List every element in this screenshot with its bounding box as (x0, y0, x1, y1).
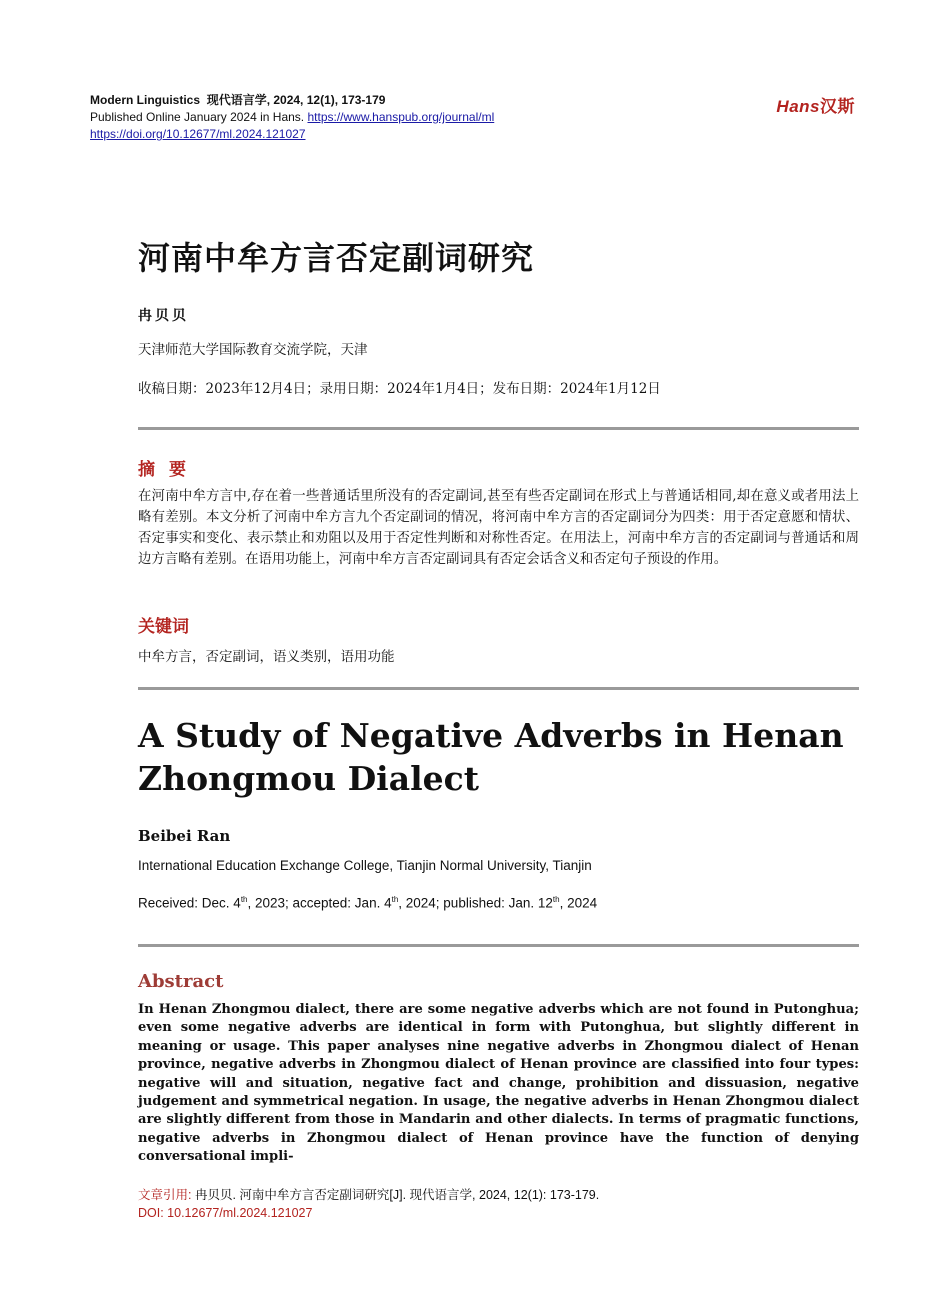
logo-en: Hans (776, 97, 820, 116)
received-date: Received: Dec. 4 (138, 895, 241, 911)
citation (138, 1186, 599, 1222)
en-dates (138, 895, 597, 911)
published-line (90, 109, 494, 126)
ordinal-sup: th (240, 895, 248, 904)
cn-keywords: 中牟方言，否定副词，语义类别，语用功能 (138, 649, 395, 665)
accepted-date: , 2023; accepted: Jan. 4 (247, 895, 392, 911)
logo-cn: 汉斯 (820, 97, 855, 116)
en-author: Beibei Ran (138, 827, 231, 845)
cn-author: 冉贝贝 (138, 308, 189, 324)
journal-name: Modern Linguistics (90, 93, 201, 107)
published-date: , 2024; published: Jan. 12 (398, 895, 553, 911)
ordinal-sup: th (552, 895, 560, 904)
journal-link[interactable]: https://www.hanspub.org/journal/ml (307, 110, 495, 124)
en-title: A Study of Negative Adverbs in Henan Zhongmou Dialect (138, 716, 844, 798)
hans-logo (776, 92, 855, 117)
ordinal-sup: th (391, 895, 399, 904)
divider (138, 944, 859, 947)
year-suffix: , 2024 (559, 895, 598, 911)
en-abstract: In Henan Zhongmou dialect, there are some negative adverbs which are not found in Putonghua; even some negative adverbs are identical in form with Putonghua, but slightly different in meaning or usage. This paper analyses nine negative adverbs in Zhongmou dialect of Henan province, negative adverbs in Zhongmou dialect of Henan province are classified into four types: negative will and situation, negative fact and change, prohibition and dissuasion, negative judgement and symmetrical negation. In usage, the negative adverbs in Henan Zhongmou dialect are slightly different from those in Mandarin and other dialects. In terms of pragmatic functions, negative adverbs in Zhongmou dialect of Henan province have the function of denying conversational impli- (138, 1002, 859, 1165)
cn-dates: 收稿日期：2023年12月4日；录用日期：2024年1月4日；发布日期：2024年1月12日 (138, 381, 661, 397)
cn-title: 河南中牟方言否定副词研究 (138, 239, 535, 277)
journal-line (90, 92, 494, 109)
citation-label: 文章引用: (138, 1188, 192, 1202)
divider (138, 427, 859, 430)
cn-abstract: 在河南中牟方言中,存在着一些普通话里所没有的否定副词,甚至有些否定副词在形式上与普通话相同,却在意义或者用法上略有差别。本文分析了河南中牟方言九个否定副词的情况，将河南中牟方言的否定副词分为四类：用于否定意愿和情状、否定事实和变化、表示禁止和劝阻以及用于否定性判断和对称性否定。在用法上，河南中牟方言的否定副词与普通话和周边方言略有差别。在语用功能上，河南中牟方言否定副词具有否定会话含义和否定句子预设的作用。 (138, 489, 859, 567)
citation-text: 冉贝贝. 河南中牟方言否定副词研究[J]. 现代语言学, 2024, 12(1): 173-179. (194, 1188, 600, 1202)
published-text: Published Online January 2024 in Hans. (90, 110, 305, 124)
journal-volume: 现代语言学, 2024, 12(1), 173-179 (206, 93, 386, 107)
doi-link[interactable]: https://doi.org/10.12677/ml.2024.121027 (90, 127, 306, 141)
cn-affiliation: 天津师范大学国际教育交流学院，天津 (138, 342, 368, 358)
cn-abstract-heading: 摘要 (138, 460, 200, 479)
en-affiliation: International Education Exchange College, Tianjin Normal University, Tianjin (138, 858, 592, 873)
cn-keywords-heading: 关键词 (138, 617, 189, 636)
citation-doi: DOI: 10.12677/ml.2024.121027 (138, 1206, 313, 1220)
en-abstract-heading: Abstract (138, 971, 224, 992)
journal-header (90, 92, 494, 143)
divider (138, 687, 859, 690)
